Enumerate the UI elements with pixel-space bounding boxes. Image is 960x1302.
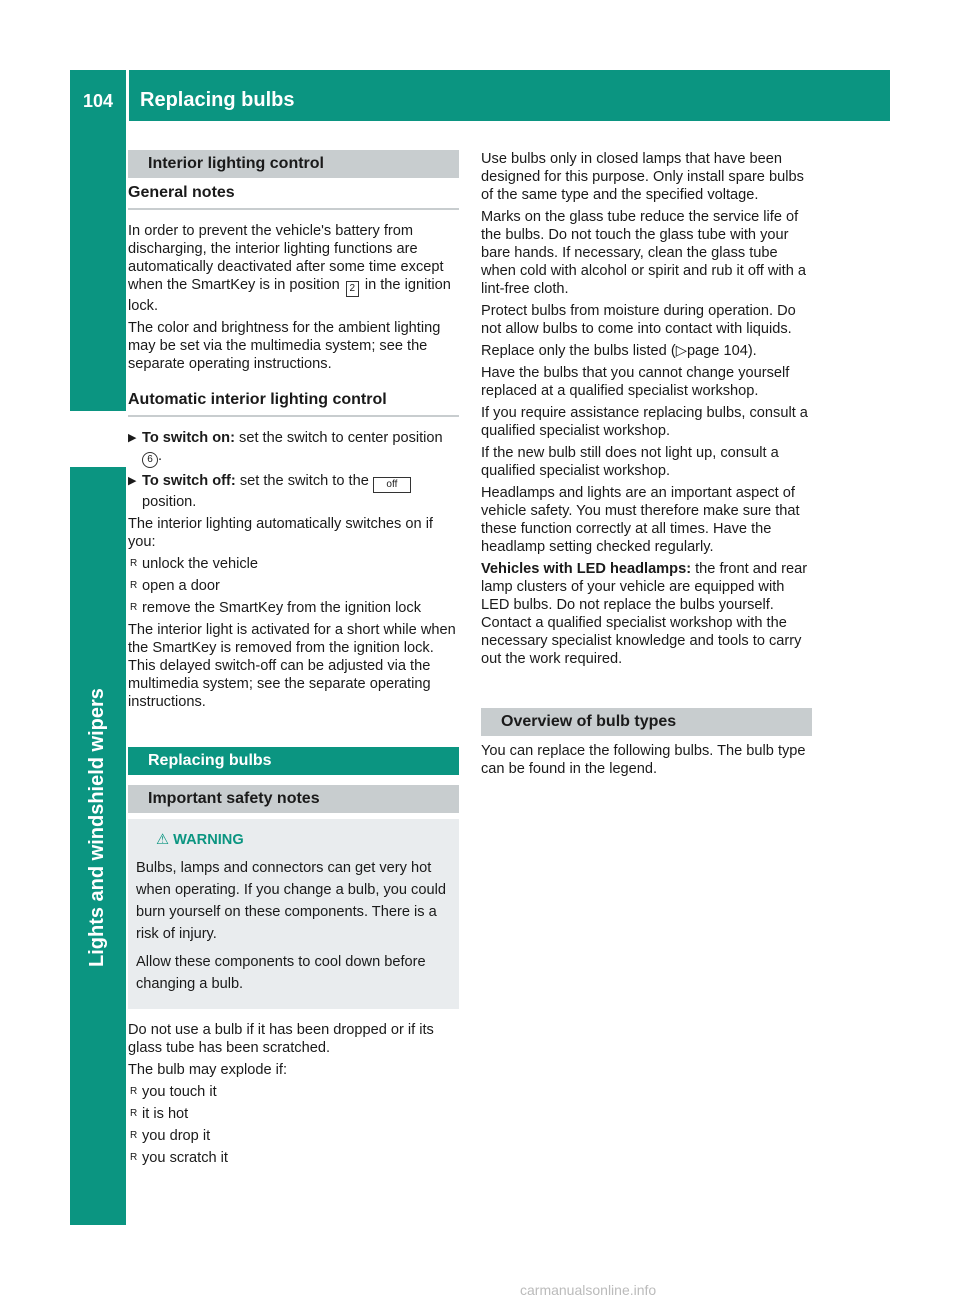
page-reference-icon: ▷ [675,343,687,359]
bullet-icon: R [130,558,138,569]
bullet-icon: R [130,1108,138,1119]
key-position-2: 2 [346,281,359,297]
delayed-switch-off-paragraph: The interior light is activated for a short while when the SmartKey is removed from the ignition lock. This delayed switch-off can be adjusted via the multimedia system; see the separate operating instructions. [128,622,456,710]
bullet-icon: R [130,1152,138,1163]
general-notes-heading: General notes [128,184,459,210]
led-headlamps-paragraph: Vehicles with LED headlamps: the front and rear lamp clusters of your vehicle are equipped with LED bulbs. Do not replace the bulbs yourself. Contact a qualified specialist workshop with the necessary specialist knowledge and tools to carry out the work required. [481,561,808,667]
right-column [481,150,812,782]
warning-title: ⚠ WARNING [156,832,244,848]
warning-paragraph: Bulbs, lamps and connectors can get very hot when operating. If you change a bulb, you could burn yourself on these components. There is a risk of injury. [136,860,446,942]
new-bulb-paragraph: If the new bulb still does not light up, consult a qualified specialist workshop. [481,445,779,479]
bullet-icon: R [130,580,138,591]
list-item: R you scratch it [130,1150,228,1166]
moisture-paragraph: Protect bulbs from moisture during operation. Do not allow bulbs to come into contact with liquids. [481,303,796,337]
warning-box [128,819,459,1009]
automatic-lighting-heading: Automatic interior lighting control [128,391,459,417]
bullet-icon: R [130,1130,138,1141]
overview-bulb-types-heading: Overview of bulb types [481,708,812,736]
bullet-icon: R [130,602,138,613]
section-marker [70,411,126,467]
glass-tube-paragraph: Marks on the glass tube reduce the service life of the bulbs. Do not touch the glass tube with your bare hands. If necessary, clean the glass tube when cold with alcohol or spirit and rub it off with a lint-free cloth. [481,209,807,297]
section-sidebar [70,121,126,1225]
explode-paragraph: The bulb may explode if: [128,1062,287,1078]
list-item: R unlock the vehicle [130,556,259,572]
interior-light-off-icon: off [373,477,411,493]
list-item: R you drop it [130,1128,211,1144]
replacing-bulbs-heading: Replacing bulbs [128,747,459,775]
safety-notes-heading: Important safety notes [128,785,459,813]
headlamps-paragraph: Headlamps and lights are an important aspect of vehicle safety. You must therefore make sure that these function correctly at all times. Have the headlamp setting checked regularly. [481,485,800,555]
dropped-bulb-paragraph: Do not use a bulb if it has been dropped or if its glass tube has been scratched. [128,1022,434,1056]
switch-off-step: ▶ To switch off: set the switch to the off position. [128,472,459,511]
warning-triangle-icon: ⚠ [156,832,170,848]
bulbs-listed-paragraph: Replace only the bulbs listed (▷page 104). [481,343,757,359]
watermark: carmanualsonline.info [520,1282,657,1298]
spare-bulbs-paragraph: Use bulbs only in closed lamps that have been designed for this purpose. Only install spare bulbs of the same type and the specified voltage. [481,151,804,203]
assistance-paragraph: If you require assistance replacing bulbs, consult a qualified specialist workshop. [481,405,808,439]
header-divider [126,70,129,121]
step-arrow-icon: ▶ [128,475,137,487]
section-label: Lights and windshield wipers [86,688,108,967]
left-column [128,150,459,1171]
list-item: R you touch it [130,1084,217,1100]
step-arrow-icon: ▶ [128,432,137,444]
page-number: 104 [82,91,114,111]
overview-paragraph: You can replace the following bulbs. The bulb type can be found in the legend. [481,743,806,777]
list-item: R it is hot [130,1106,189,1122]
switch-on-step: ▶ To switch on: set the switch to center position 6 . [128,429,459,468]
general-notes-paragraph: In order to prevent the vehicle's battery from discharging, the interior lighting functions are automatically deactivated after some time except when the SmartKey is in position 2 in the ignition lock. [128,223,451,314]
list-item: R remove the SmartKey from the ignition lock [130,600,422,616]
list-item: R open a door [130,578,220,594]
warning-paragraph: Allow these components to cool down before changing a bulb. [136,954,426,992]
bullet-icon: R [130,1086,138,1097]
auto-switch-paragraph: The interior lighting automatically switches on if you: [128,516,433,550]
interior-lighting-heading: Interior lighting control [128,150,459,178]
ambient-lighting-paragraph: The color and brightness for the ambient lighting may be set via the multimedia system; see the separate operating instructions. [128,320,441,372]
workshop-paragraph: Have the bulbs that you cannot change yourself replaced at a qualified specialist workshop. [481,365,790,399]
page-reference-link[interactable]: page 104 [686,343,748,359]
position-6-icon: 6 [142,452,158,468]
page-title: Replacing bulbs [140,89,295,111]
